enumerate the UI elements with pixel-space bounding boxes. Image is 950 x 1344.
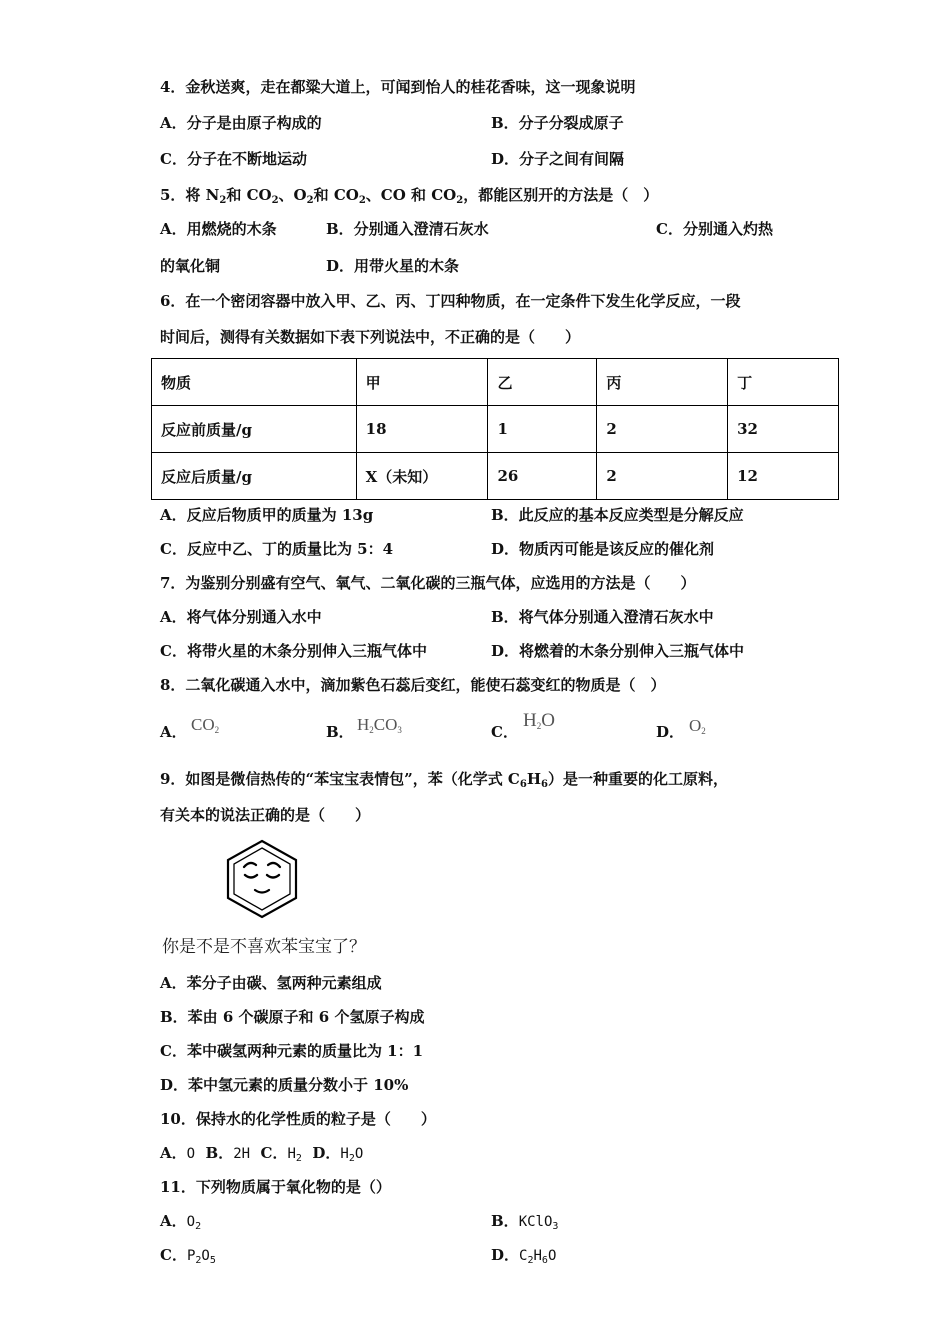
- q4-stem: 4．金秋送爽，走在都粱大道上，可闻到怡人的桂花香味，这一现象说明: [160, 78, 636, 96]
- q7-option-a: A．将气体分别通入水中: [160, 608, 322, 626]
- q4-option-a: A．分子是由原子构成的: [160, 114, 322, 132]
- right-eye: [267, 875, 279, 878]
- q10-stem: 10．保持水的化学性质的粒子是（ ）: [160, 1110, 436, 1128]
- q9-option-b: B．苯由 6 个碳原子和 6 个氢原子构成: [160, 1008, 425, 1026]
- q5-option-a: A．用燃烧的木条: [160, 220, 277, 238]
- table-header-cell: 甲: [356, 359, 488, 406]
- q6-stem-line1: 6．在一个密闭容器中放入甲、乙、丙、丁四种物质，在一定条件下发生化学反应，一段: [160, 292, 741, 310]
- q7-stem: 7．为鉴别分别盛有空气、氧气、二氧化碳的三瓶气体，应选用的方法是（ ）: [160, 574, 696, 592]
- q5-option-d: D．用带火星的木条: [326, 257, 460, 275]
- q11-option-a: A．$O_2$: [160, 1212, 202, 1232]
- table-cell: 2: [597, 406, 728, 453]
- q8-option-b-label: B．: [326, 723, 354, 741]
- table-row: [152, 406, 839, 453]
- q8-option-a-label: A．: [160, 723, 187, 741]
- table-cell: 2: [597, 453, 728, 500]
- table-header-cell: 丙: [597, 359, 728, 406]
- q6-option-a: A．反应后物质甲的质量为 13g: [160, 506, 374, 524]
- q5-option-b: B．分别通入澄清石灰水: [326, 220, 489, 238]
- q7-option-c: C．将带火星的木条分别伸入三瓶气体中: [160, 642, 427, 660]
- table-cell: 12: [728, 453, 839, 500]
- q5-option-c-continued: 的氧化铜: [160, 257, 221, 275]
- q8-option-d-label: D．: [656, 723, 685, 741]
- q5-stem: 5．将 $N_2$和 $CO_2$、$O_2$和 $CO_2$、CO 和 $CO_2$，都能区别开的方法是（ ）: [160, 186, 659, 206]
- left-eye: [245, 875, 257, 878]
- table-cell: X（未知）: [356, 453, 488, 500]
- q8-stem: 8．二氧化碳通入水中，滴加紫色石蕊后变红，能使石蕊变红的物质是（ ）: [160, 676, 666, 694]
- q8-option-d-formula: $O_2$: [689, 716, 706, 736]
- q11-option-c: C．$P_2O_5$: [160, 1246, 216, 1266]
- table-cell: 反应后质量/g: [152, 453, 357, 500]
- table-cell: 26: [488, 453, 597, 500]
- q7-option-d: D．将燃着的木条分别伸入三瓶气体中: [491, 642, 745, 660]
- table-header-cell: 物质: [152, 359, 357, 406]
- table-row: [152, 453, 839, 500]
- q4-option-d: D．分子之间有间隔: [491, 150, 625, 168]
- q11-stem: 11．下列物质属于氧化物的是（）: [160, 1178, 391, 1196]
- q7-option-b: B．将气体分别通入澄清石灰水中: [491, 608, 714, 626]
- table-cell: 1: [488, 406, 597, 453]
- q10-options: A．O B．2H C．$H_2$ D．$H_2O$: [160, 1144, 364, 1164]
- q8-option-c-formula: $H_2O$: [523, 710, 555, 731]
- q6-option-c: C．反应中乙、丁的质量比为 5：4: [160, 540, 394, 558]
- q6-stem-line2: 时间后，测得有关数据如下表下列说法中，不正确的是（ ）: [160, 328, 581, 346]
- table-cell: 32: [728, 406, 839, 453]
- benzene-inner-ring: [234, 848, 290, 910]
- q8-option-a-formula: $CO_2$: [191, 715, 220, 735]
- q4-option-b: B．分子分裂成原子: [491, 114, 624, 132]
- q6-data-table: [151, 358, 839, 500]
- table-cell: 反应前质量/g: [152, 406, 357, 453]
- q8-option-c-label: C．: [491, 723, 518, 741]
- image-caption: 你是不是不喜欢苯宝宝了？: [162, 937, 366, 957]
- table-header-cell: 丁: [728, 359, 839, 406]
- table-header-cell: 乙: [488, 359, 597, 406]
- smile-mouth: [255, 890, 269, 893]
- q8-option-b-formula: $H_2CO_3$: [357, 715, 402, 735]
- q9-option-c: C．苯中碳氢两种元素的质量比为 1：1: [160, 1042, 424, 1060]
- benzene-outer-ring: [228, 841, 296, 917]
- right-eyebrow: [268, 863, 280, 867]
- q5-option-c: C．分别通入灼热: [656, 220, 773, 238]
- q6-option-d: D．物质丙可能是该反应的催化剂: [491, 540, 715, 558]
- table-header-row: [152, 359, 839, 406]
- q4-option-c: C．分子在不断地运动: [160, 150, 307, 168]
- q6-option-b: B．此反应的基本反应类型是分解反应: [491, 506, 744, 524]
- q9-option-a: A．苯分子由碳、氢两种元素组成: [160, 974, 382, 992]
- q9-option-d: D．苯中氢元素的质量分数小于 10%: [160, 1076, 409, 1094]
- q9-stem-line1: 9．如图是微信热传的“苯宝宝表情包”，苯（化学式 $C_6H_6$）是一种重要的化工原料，: [160, 770, 728, 790]
- table-cell: 18: [356, 406, 488, 453]
- q11-option-b: B．KClO$_3$: [491, 1212, 559, 1232]
- q11-option-d: D．$C_2H_6O$: [491, 1246, 557, 1266]
- benzene-emoji-image: [224, 838, 300, 920]
- q9-stem-line2: 有关本的说法正确的是（ ）: [160, 806, 371, 824]
- left-eyebrow: [244, 863, 256, 867]
